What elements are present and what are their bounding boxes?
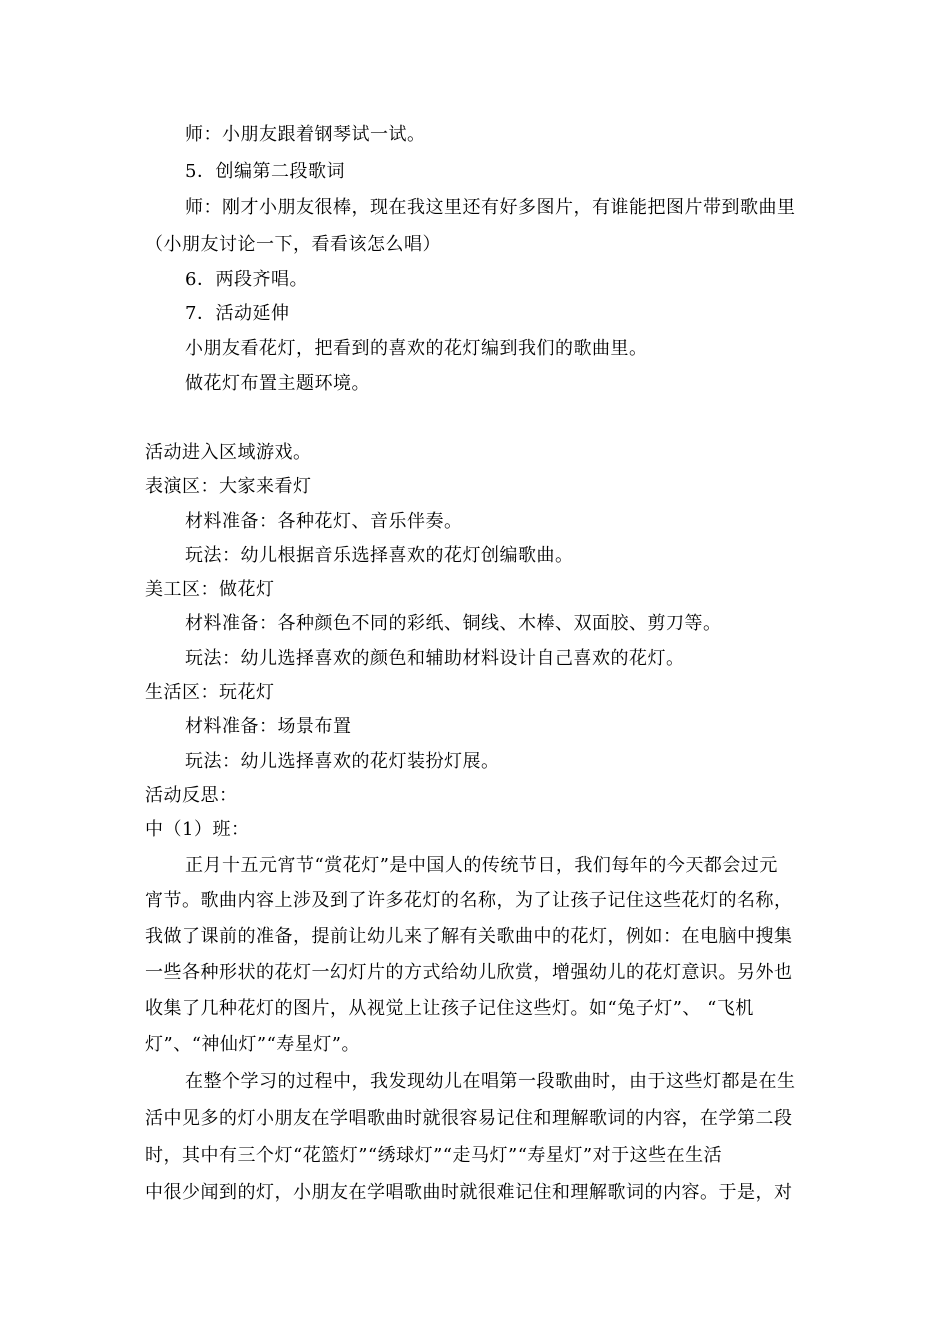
area-heading: 表演区：大家来看灯 xyxy=(145,476,312,497)
text-line: 材料准备：各种花灯、音乐伴奏。 xyxy=(185,511,463,532)
section-heading: 6．两段齐唱。 xyxy=(185,269,308,290)
paragraph-line: 时，其中有三个灯“花篮灯”“绣球灯”“走马灯”“寿星灯”对于这些在生活 xyxy=(145,1145,723,1166)
text-line: 玩法：幼儿选择喜欢的花灯装扮灯展。 xyxy=(185,751,500,772)
paragraph-line: 我做了课前的准备，提前让幼儿来了解有关歌曲中的花灯，例如：在电脑中搜集 xyxy=(145,926,793,947)
paragraph-line: 一些各种形状的花灯一幻灯片的方式给幼儿欣赏，增强幼儿的花灯意识。另外也 xyxy=(145,962,793,983)
text-line: 玩法：幼儿根据音乐选择喜欢的花灯创编歌曲。 xyxy=(185,545,574,566)
text-line: 小朋友看花灯，把看到的喜欢的花灯编到我们的歌曲里。 xyxy=(185,338,648,359)
text-line: 做花灯布置主题环境。 xyxy=(185,373,370,394)
paragraph-line: 正月十五元宵节“赏花灯”是中国人的传统节日，我们每年的今天都会过元 xyxy=(185,855,778,876)
paragraph-line: 收集了几种花灯的图片，从视觉上让孩子记住这些灯。如“兔子灯”、 “飞机 xyxy=(145,998,754,1019)
section-heading: 活动反思： xyxy=(145,785,238,806)
area-heading: 生活区：玩花灯 xyxy=(145,682,275,703)
text-line: 师：小朋友跟着钢琴试一试。 xyxy=(185,124,426,145)
text-line: 玩法：幼儿选择喜欢的颜色和辅助材料设计自己喜欢的花灯。 xyxy=(185,648,685,669)
paragraph-line: 活中见多的灯小朋友在学唱歌曲时就很容易记住和理解歌词的内容，在学第二段 xyxy=(145,1108,793,1129)
section-heading: 5．创编第二段歌词 xyxy=(185,161,345,182)
text-line: 师：刚才小朋友很棒，现在我这里还有好多图片，有谁能把图片带到歌曲里 xyxy=(185,197,796,218)
section-heading: 7．活动延伸 xyxy=(185,303,290,324)
paragraph-line: 中很少闻到的灯，小朋友在学唱歌曲时就很难记住和理解歌词的内容。于是，对 xyxy=(145,1182,793,1203)
text-line: 材料准备：场景布置 xyxy=(185,716,352,737)
paragraph-line: 宵节。歌曲内容上涉及到了许多花灯的名称，为了让孩子记住这些花灯的名称， xyxy=(145,890,793,911)
paragraph-line: 灯”、“神仙灯”“寿星灯”。 xyxy=(145,1034,361,1055)
area-heading: 美工区：做花灯 xyxy=(145,579,275,600)
class-label: 中（1）班： xyxy=(145,819,250,840)
text-line: （小朋友讨论一下，看看该怎么唱） xyxy=(145,234,441,255)
text-line: 材料准备：各种颜色不同的彩纸、铜线、木棒、双面胶、剪刀等。 xyxy=(185,613,722,634)
text-line: 活动进入区域游戏。 xyxy=(145,442,312,463)
paragraph-line: 在整个学习的过程中，我发现幼儿在唱第一段歌曲时，由于这些灯都是在生 xyxy=(185,1071,796,1092)
